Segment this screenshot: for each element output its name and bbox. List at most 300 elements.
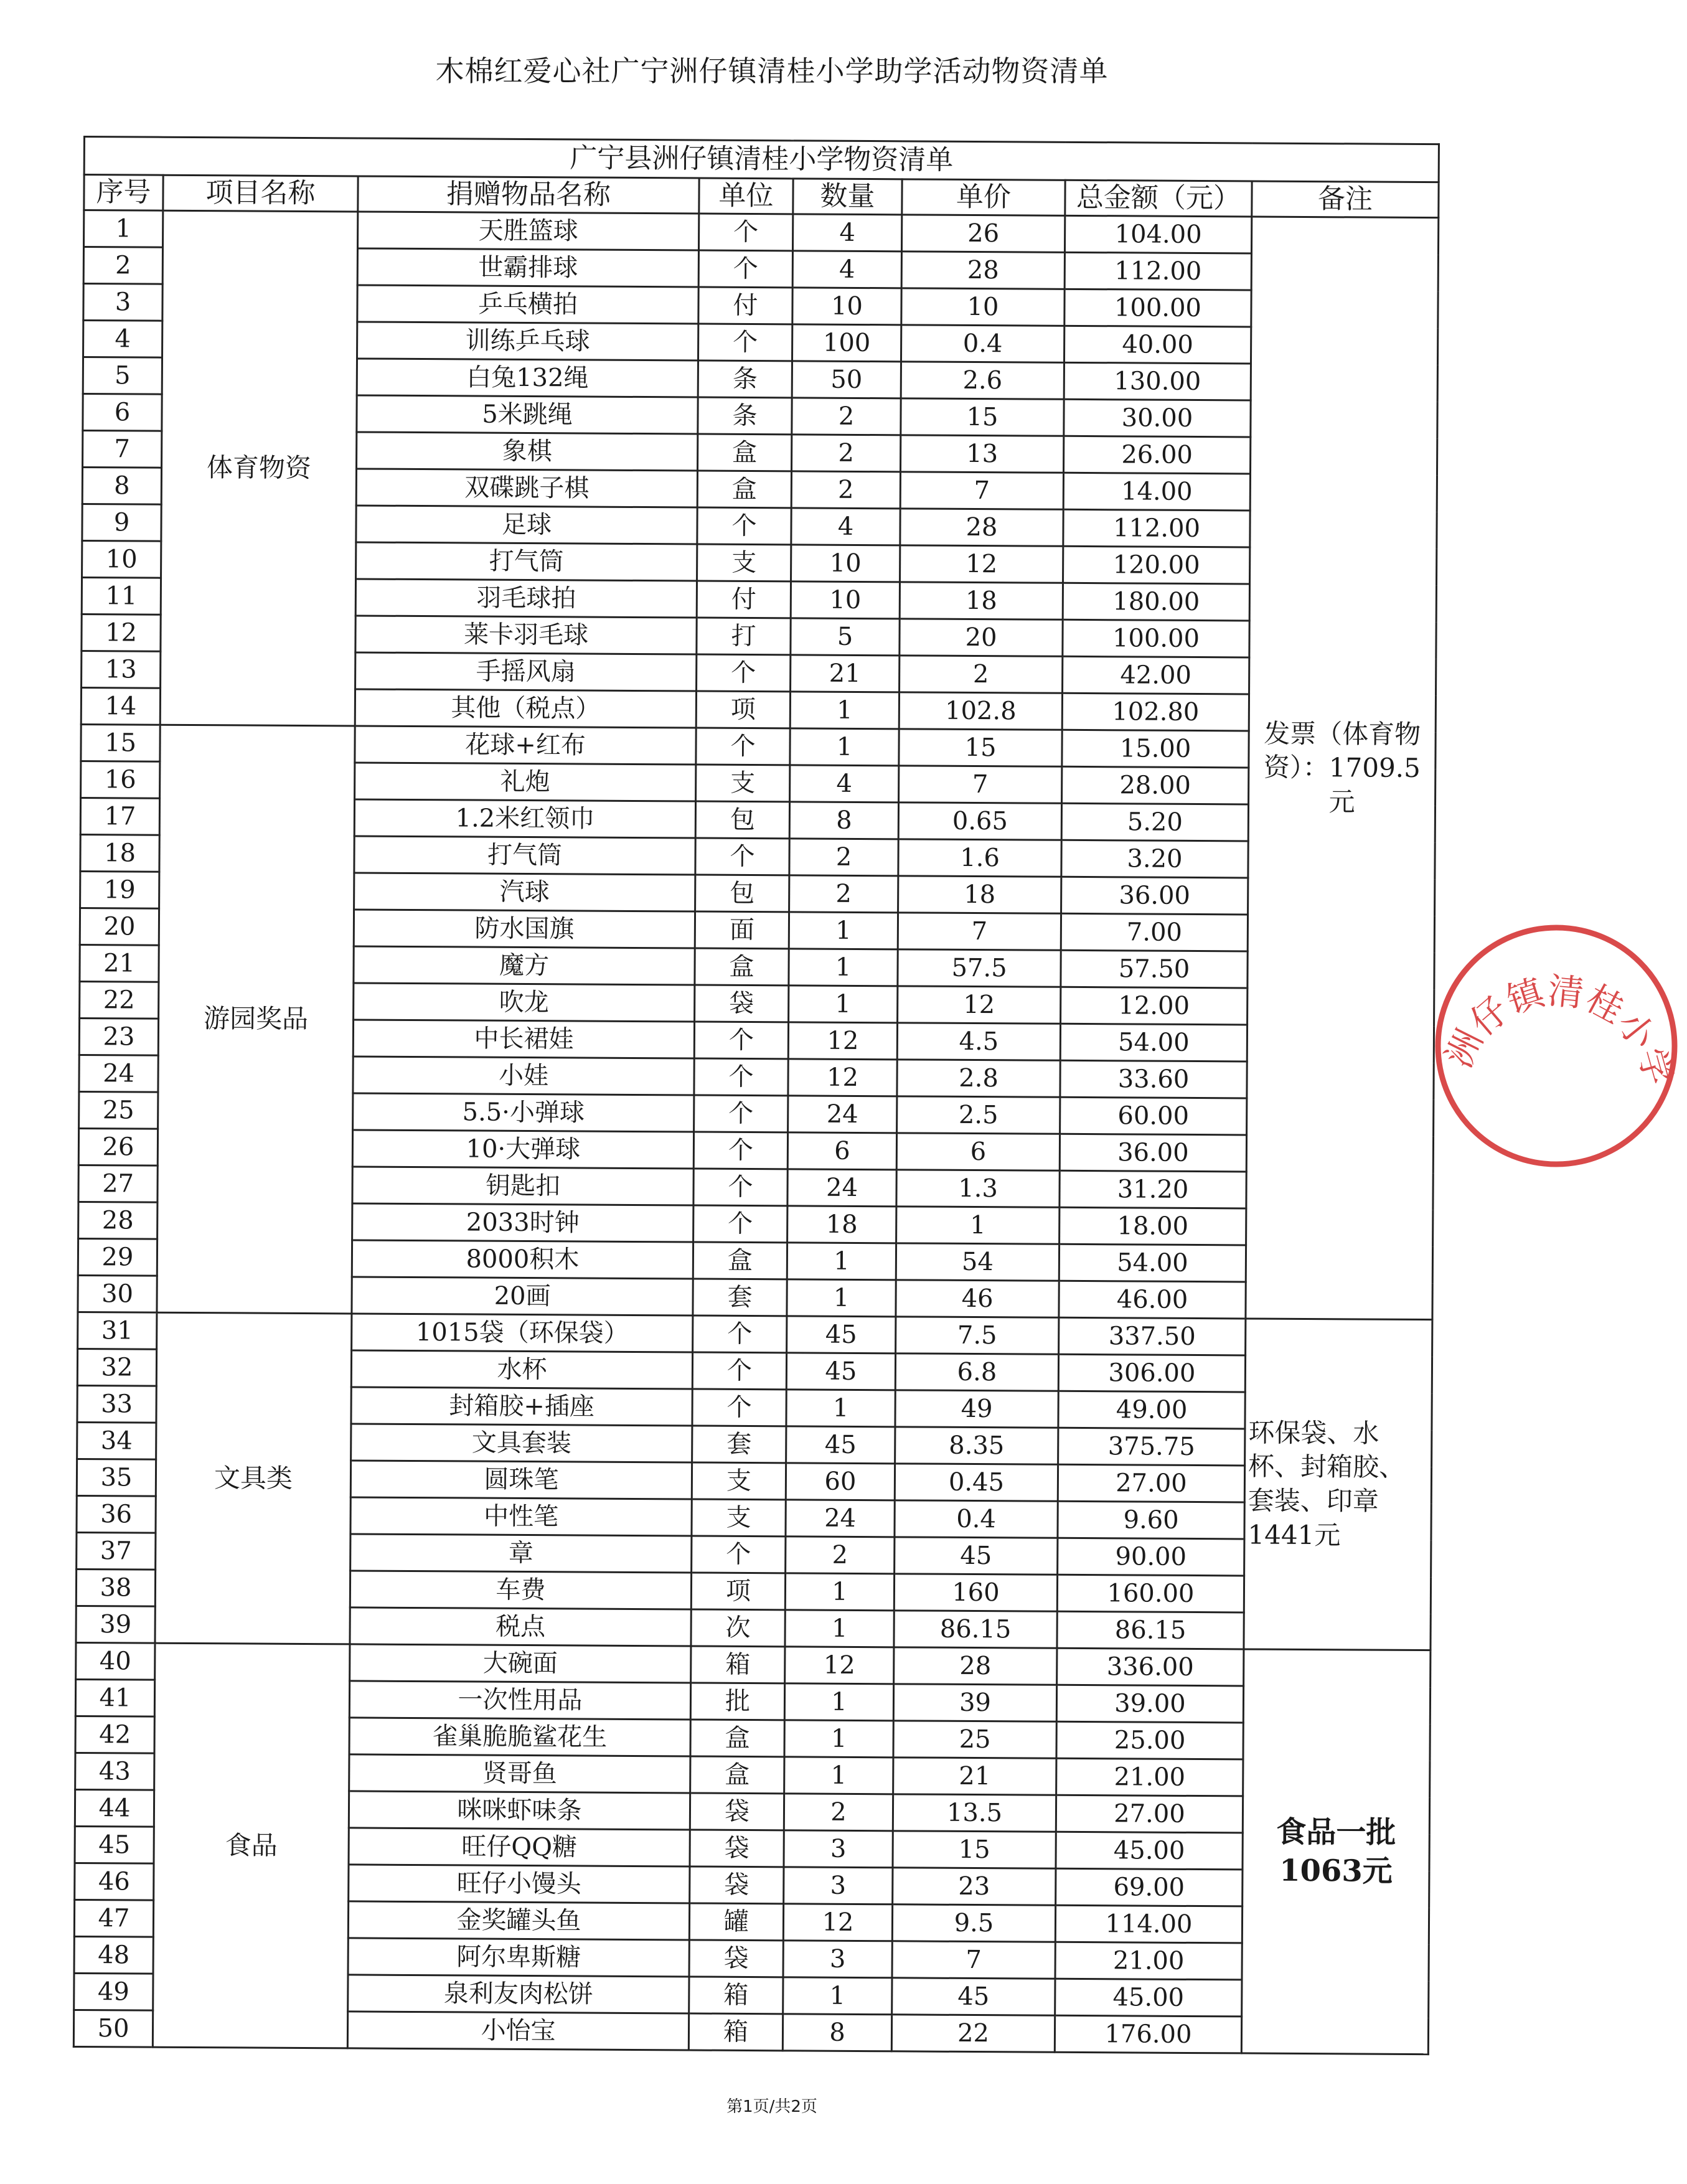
qty-cell: 1 [785, 1610, 894, 1647]
item-name-cell: 魔方 [354, 946, 695, 985]
price-cell: 9.5 [892, 1904, 1055, 1942]
total-cell: 120.00 [1063, 546, 1250, 584]
unit-cell: 箱 [689, 1977, 783, 2014]
qty-cell: 8 [789, 802, 898, 839]
item-name-cell: 5米跳绳 [357, 395, 698, 434]
qty-cell: 12 [788, 1059, 897, 1096]
qty-cell: 3 [784, 1830, 893, 1868]
price-cell: 7 [892, 1941, 1055, 1979]
row-no-cell: 50 [73, 2010, 153, 2047]
total-cell: 36.00 [1061, 877, 1248, 915]
total-cell: 69.00 [1056, 1868, 1243, 1906]
price-cell: 15 [893, 1831, 1056, 1868]
row-no-cell: 22 [80, 981, 159, 1019]
price-cell: 18 [898, 876, 1061, 913]
price-cell: 0.4 [895, 1500, 1058, 1538]
price-cell: 10 [901, 288, 1064, 326]
total-cell: 5.20 [1061, 803, 1248, 841]
item-name-cell: 足球 [356, 506, 697, 544]
item-name-cell: 文具套装 [351, 1424, 692, 1462]
price-cell: 49 [895, 1390, 1058, 1428]
unit-cell: 袋 [690, 1793, 784, 1830]
qty-cell: 12 [783, 1904, 892, 1941]
price-cell: 54 [896, 1243, 1059, 1281]
item-name-cell: 1.2米红领巾 [354, 799, 695, 838]
unit-cell: 套 [692, 1426, 786, 1463]
qty-cell: 4 [791, 508, 900, 545]
row-no-cell: 15 [81, 724, 160, 761]
qty-cell: 1 [789, 986, 898, 1023]
qty-cell: 45 [786, 1426, 895, 1464]
price-cell: 2.6 [901, 362, 1064, 399]
qty-cell: 12 [785, 1647, 894, 1684]
qty-cell: 1 [790, 692, 899, 729]
item-name-cell: 2033时钟 [352, 1203, 693, 1242]
price-cell: 8.35 [895, 1427, 1058, 1464]
row-no-cell: 3 [83, 284, 162, 321]
price-cell: 160 [894, 1574, 1057, 1611]
qty-cell: 18 [787, 1206, 896, 1243]
item-name-cell: 乒乓横拍 [357, 285, 698, 324]
header-project: 项目名称 [163, 175, 358, 212]
item-name-cell: 金奖罐头鱼 [348, 1901, 689, 1940]
total-cell: 12.00 [1061, 987, 1248, 1025]
total-cell: 112.00 [1064, 252, 1251, 290]
price-cell: 1.3 [896, 1170, 1060, 1207]
item-name-cell: 1015袋（环保袋） [352, 1314, 693, 1352]
item-name-cell: 圆珠笔 [350, 1461, 692, 1499]
total-cell: 42.00 [1063, 656, 1249, 694]
total-cell: 28.00 [1062, 766, 1249, 804]
table-row [76, 1642, 1431, 1687]
item-name-cell: 水杯 [351, 1350, 692, 1389]
price-cell: 7.5 [896, 1317, 1059, 1354]
qty-cell: 21 [791, 655, 900, 692]
row-no-cell: 11 [82, 577, 161, 614]
price-cell: 2.5 [897, 1096, 1060, 1134]
price-cell: 2 [900, 656, 1063, 693]
item-name-cell: 羽毛球拍 [355, 579, 697, 618]
total-cell: 336.00 [1057, 1648, 1244, 1686]
qty-cell: 10 [791, 545, 900, 582]
qty-cell: 2 [792, 398, 901, 435]
price-cell: 15 [899, 729, 1062, 766]
item-name-cell: 汽球 [354, 873, 695, 911]
row-no-cell: 7 [83, 431, 162, 468]
unit-cell: 袋 [690, 1866, 784, 1904]
project-group-cell: 体育物资 [160, 210, 358, 726]
qty-cell: 45 [787, 1316, 896, 1353]
qty-cell: 1 [783, 1977, 892, 2015]
unit-cell: 个 [692, 1389, 786, 1426]
unit-cell: 个 [697, 507, 791, 545]
item-name-cell: 雀巢脆脆鲨花生 [349, 1718, 690, 1756]
unit-cell: 支 [696, 765, 790, 802]
item-name-cell: 阿尔卑斯糖 [348, 1938, 689, 1977]
total-cell: 160.00 [1057, 1574, 1244, 1612]
row-no-cell: 23 [79, 1018, 158, 1055]
total-cell: 39.00 [1056, 1685, 1243, 1723]
total-cell: 176.00 [1055, 2015, 1241, 2053]
item-name-cell: 一次性用品 [349, 1681, 690, 1720]
unit-cell: 项 [696, 691, 790, 728]
table-row [81, 724, 1436, 768]
row-no-cell: 29 [78, 1238, 157, 1276]
total-cell: 306.00 [1058, 1354, 1245, 1392]
row-no-cell: 16 [81, 761, 160, 798]
total-cell: 30.00 [1064, 399, 1251, 437]
row-no-cell: 48 [74, 1936, 153, 1974]
qty-cell: 12 [788, 1022, 897, 1060]
item-name-cell: 泉利友肉松饼 [348, 1975, 689, 2013]
header-no: 序号 [84, 175, 163, 211]
project-group-cell: 游园奖品 [157, 725, 355, 1314]
total-cell: 60.00 [1060, 1097, 1247, 1135]
unit-cell: 个 [698, 250, 792, 288]
table-caption: 广宁县洲仔镇清桂小学物资清单 [84, 137, 1439, 182]
qty-cell: 2 [789, 839, 898, 876]
unit-cell: 包 [695, 875, 789, 912]
unit-cell: 袋 [695, 985, 789, 1022]
unit-cell: 个 [695, 838, 789, 875]
unit-cell: 盒 [695, 948, 789, 986]
row-no-cell: 39 [76, 1606, 155, 1643]
unit-cell: 袋 [690, 1830, 784, 1867]
total-cell: 46.00 [1059, 1281, 1246, 1319]
row-no-cell: 44 [75, 1789, 154, 1827]
row-no-cell: 9 [82, 504, 161, 541]
row-no-cell: 42 [75, 1716, 154, 1753]
total-cell: 337.50 [1059, 1317, 1246, 1355]
item-name-cell: 贤哥鱼 [349, 1754, 690, 1793]
unit-cell: 盒 [698, 434, 792, 471]
item-name-cell: 花球+红布 [355, 726, 696, 765]
row-no-cell: 1 [84, 210, 163, 248]
qty-cell: 1 [789, 912, 898, 949]
item-name-cell: 小怡宝 [347, 2012, 688, 2050]
total-cell: 57.50 [1061, 950, 1248, 988]
row-no-cell: 38 [76, 1569, 155, 1606]
qty-cell: 1 [784, 1683, 893, 1721]
price-cell: 86.15 [894, 1611, 1057, 1648]
seal-text: 洲仔镇清桂小学 [1437, 969, 1681, 1090]
price-cell: 25 [893, 1721, 1056, 1758]
price-cell: 0.45 [895, 1464, 1058, 1501]
qty-cell: 2 [786, 1537, 895, 1574]
item-name-cell: 5.5·小弹球 [353, 1093, 694, 1132]
total-cell: 49.00 [1058, 1391, 1245, 1429]
row-no-cell: 27 [78, 1165, 157, 1202]
qty-cell: 2 [792, 435, 901, 472]
item-name-cell: 礼炮 [355, 763, 696, 801]
unit-cell: 箱 [688, 2013, 782, 2051]
price-cell: 102.8 [899, 692, 1062, 730]
row-no-cell: 26 [78, 1128, 157, 1165]
item-name-cell: 咪咪虾味条 [349, 1791, 690, 1830]
item-name-cell: 车费 [350, 1571, 691, 1609]
row-no-cell: 34 [77, 1422, 156, 1459]
header-total: 总金额（元） [1065, 180, 1252, 217]
price-cell: 12 [898, 986, 1061, 1024]
unit-cell: 支 [692, 1499, 786, 1537]
item-name-cell: 打气筒 [354, 836, 695, 875]
qty-cell: 1 [784, 1720, 893, 1758]
note-cell-stationery: 环保袋、水杯、封箱胶、套装、印章1441元 [1244, 1319, 1432, 1650]
header-price: 单价 [902, 179, 1065, 215]
qty-cell: 3 [783, 1941, 892, 1978]
total-cell: 15.00 [1062, 730, 1249, 768]
row-no-cell: 18 [80, 834, 159, 872]
row-no-cell: 17 [80, 798, 159, 835]
note-cell-sports-prizes: 发票（体育物资）：1709.5元 [1246, 217, 1439, 1320]
row-no-cell: 40 [76, 1642, 155, 1680]
total-cell: 26.00 [1064, 436, 1251, 474]
qty-cell: 1 [787, 1243, 896, 1280]
row-no-cell: 46 [75, 1863, 154, 1900]
item-name-cell: 吹龙 [354, 983, 695, 1022]
total-cell: 54.00 [1060, 1024, 1247, 1061]
table-row [84, 210, 1439, 255]
row-no-cell: 5 [83, 357, 162, 395]
item-name-cell: 小娃 [353, 1057, 694, 1095]
item-name-cell: 旺仔QQ糖 [349, 1828, 690, 1866]
unit-cell: 盒 [697, 471, 791, 508]
item-name-cell: 钥匙扣 [352, 1167, 693, 1205]
price-cell: 28 [894, 1647, 1057, 1685]
total-cell: 54.00 [1059, 1244, 1246, 1282]
total-cell: 18.00 [1060, 1207, 1246, 1245]
qty-cell: 5 [791, 618, 900, 656]
price-cell: 26 [901, 215, 1064, 252]
total-cell: 36.00 [1060, 1134, 1246, 1172]
price-cell: 6 [896, 1133, 1060, 1170]
unit-cell: 次 [691, 1609, 785, 1647]
price-cell: 1 [896, 1207, 1060, 1244]
row-no-cell: 10 [82, 540, 161, 578]
item-name-cell: 世霸排球 [357, 248, 698, 287]
price-cell: 21 [893, 1758, 1056, 1795]
row-no-cell: 35 [77, 1459, 156, 1496]
item-name-cell: 双碟跳子棋 [356, 469, 697, 507]
header-qty: 数量 [793, 179, 902, 215]
qty-cell: 1 [786, 1390, 895, 1427]
row-no-cell: 36 [77, 1495, 156, 1533]
qty-cell: 45 [786, 1353, 895, 1390]
unit-cell: 盒 [693, 1242, 787, 1279]
price-cell: 28 [900, 509, 1063, 546]
item-name-cell: 中性笔 [350, 1497, 692, 1536]
row-no-cell: 49 [74, 1973, 153, 2010]
unit-cell: 包 [695, 801, 789, 839]
price-cell: 0.65 [898, 803, 1061, 840]
price-cell: 2.8 [897, 1060, 1060, 1097]
qty-cell: 100 [792, 324, 901, 362]
price-cell: 13.5 [893, 1794, 1056, 1832]
official-seal [1426, 915, 1687, 1177]
unit-cell: 箱 [691, 1646, 785, 1683]
row-no-cell: 30 [78, 1275, 157, 1312]
total-cell: 33.60 [1060, 1060, 1247, 1098]
total-cell: 14.00 [1063, 473, 1250, 511]
qty-cell: 4 [792, 214, 901, 252]
row-no-cell: 14 [81, 687, 160, 725]
qty-cell: 24 [787, 1169, 896, 1207]
qty-cell: 1 [787, 1279, 896, 1317]
row-no-cell: 20 [80, 908, 159, 945]
qty-cell: 8 [782, 2014, 891, 2051]
total-cell: 104.00 [1064, 215, 1251, 253]
total-cell: 9.60 [1058, 1501, 1244, 1539]
price-cell: 28 [901, 252, 1064, 289]
price-cell: 15 [901, 398, 1064, 436]
item-name-cell: 税点 [350, 1607, 691, 1646]
total-cell: 45.00 [1056, 1832, 1243, 1870]
total-cell: 180.00 [1063, 583, 1249, 621]
row-no-cell: 25 [79, 1091, 158, 1129]
total-cell: 25.00 [1056, 1721, 1243, 1759]
unit-cell: 个 [694, 1095, 788, 1132]
unit-cell: 个 [693, 1316, 787, 1353]
unit-cell: 袋 [689, 1940, 783, 1977]
item-name-cell: 8000积木 [352, 1240, 693, 1279]
unit-cell: 个 [697, 654, 791, 692]
unit-cell: 个 [692, 1352, 786, 1390]
table-body [73, 210, 1438, 2055]
unit-cell: 条 [698, 397, 792, 435]
item-name-cell: 手摇风扇 [355, 652, 697, 691]
price-cell: 45 [895, 1537, 1058, 1574]
price-cell: 7 [899, 766, 1062, 803]
item-name-cell: 封箱胶+插座 [351, 1387, 692, 1426]
unit-cell: 个 [694, 1058, 788, 1096]
total-cell: 90.00 [1058, 1538, 1244, 1576]
row-no-cell: 24 [79, 1055, 158, 1092]
total-cell: 27.00 [1058, 1464, 1244, 1502]
row-no-cell: 41 [75, 1679, 154, 1716]
row-no-cell: 28 [78, 1202, 157, 1239]
total-cell: 100.00 [1064, 289, 1251, 327]
qty-cell: 24 [788, 1096, 897, 1133]
row-no-cell: 32 [77, 1349, 156, 1386]
price-cell: 13 [901, 435, 1064, 473]
total-cell: 100.00 [1063, 619, 1249, 657]
item-name-cell: 莱卡羽毛球 [355, 616, 697, 654]
qty-cell: 10 [792, 288, 901, 325]
unit-cell: 打 [697, 618, 791, 655]
total-cell: 21.00 [1055, 1942, 1242, 1980]
price-cell: 7 [900, 472, 1063, 509]
price-cell: 39 [893, 1684, 1056, 1721]
price-cell: 45 [892, 1978, 1055, 2015]
qty-cell: 4 [792, 251, 901, 288]
item-name-cell: 章 [350, 1534, 692, 1573]
price-cell: 7 [898, 913, 1061, 950]
qty-cell: 1 [790, 728, 899, 766]
price-cell: 22 [891, 2015, 1055, 2052]
qty-cell: 24 [786, 1500, 895, 1537]
unit-cell: 个 [693, 1132, 787, 1169]
unit-cell: 个 [698, 324, 792, 361]
row-no-cell: 12 [82, 614, 161, 651]
item-name-cell: 10·大弹球 [352, 1130, 693, 1169]
total-cell: 102.80 [1062, 693, 1249, 731]
supplies-table [73, 136, 1440, 2055]
unit-cell: 付 [697, 581, 791, 618]
item-name-cell: 天胜篮球 [357, 212, 698, 250]
row-no-cell: 43 [75, 1753, 154, 1790]
unit-cell: 支 [692, 1462, 786, 1500]
total-cell: 112.00 [1063, 509, 1250, 547]
unit-cell: 支 [697, 544, 791, 581]
price-cell: 4.5 [897, 1023, 1060, 1060]
row-no-cell: 45 [75, 1826, 154, 1863]
row-no-cell: 13 [82, 651, 161, 688]
header-unit: 单位 [699, 178, 793, 214]
qty-cell: 3 [784, 1867, 893, 1904]
price-cell: 20 [900, 619, 1063, 656]
price-cell: 18 [900, 582, 1063, 619]
row-no-cell: 8 [82, 468, 161, 505]
qty-cell: 1 [784, 1757, 893, 1794]
qty-cell: 50 [792, 361, 901, 398]
header-item: 捐赠物品名称 [358, 176, 699, 214]
total-cell: 375.75 [1058, 1428, 1245, 1466]
total-cell: 31.20 [1060, 1170, 1246, 1208]
unit-cell: 盒 [690, 1720, 784, 1757]
note-cell-food: 食品一批1063元 [1241, 1649, 1431, 2055]
total-cell: 7.00 [1061, 913, 1248, 951]
unit-cell: 条 [698, 360, 792, 398]
item-name-cell: 其他（税点） [355, 689, 696, 728]
qty-cell: 1 [789, 949, 898, 986]
row-no-cell: 4 [83, 321, 162, 358]
unit-cell: 个 [694, 1022, 788, 1059]
project-group-cell: 食品 [153, 1643, 350, 2048]
item-name-cell: 大碗面 [350, 1644, 691, 1683]
unit-cell: 个 [692, 1536, 786, 1573]
unit-cell: 付 [698, 287, 792, 324]
qty-cell: 2 [789, 875, 898, 913]
qty-cell: 2 [784, 1794, 893, 1831]
table-row [78, 1312, 1432, 1356]
item-name-cell: 白兔132绳 [357, 359, 698, 397]
unit-cell: 盒 [690, 1756, 784, 1794]
row-no-cell: 33 [77, 1385, 156, 1423]
unit-cell: 套 [693, 1279, 787, 1316]
project-group-cell: 文具类 [155, 1312, 352, 1644]
unit-cell: 项 [691, 1573, 785, 1610]
row-no-cell: 47 [74, 1899, 153, 1937]
unit-cell: 面 [695, 911, 789, 949]
total-cell: 114.00 [1055, 1905, 1242, 1943]
unit-cell: 个 [696, 728, 790, 765]
price-cell: 23 [893, 1868, 1056, 1905]
total-cell: 130.00 [1064, 362, 1251, 400]
total-cell: 86.15 [1057, 1611, 1244, 1649]
item-name-cell: 训练乒乓球 [357, 322, 698, 360]
row-no-cell: 31 [78, 1312, 157, 1349]
row-no-cell: 6 [83, 394, 162, 431]
qty-cell: 4 [790, 765, 899, 803]
unit-cell: 罐 [689, 1903, 783, 1941]
qty-cell: 60 [786, 1463, 895, 1500]
item-name-cell: 20画 [352, 1277, 693, 1316]
row-no-cell: 37 [77, 1532, 156, 1570]
total-cell: 3.20 [1061, 840, 1248, 878]
total-cell: 27.00 [1056, 1795, 1243, 1833]
item-name-cell: 象棋 [357, 432, 698, 471]
row-no-cell: 21 [80, 944, 159, 982]
